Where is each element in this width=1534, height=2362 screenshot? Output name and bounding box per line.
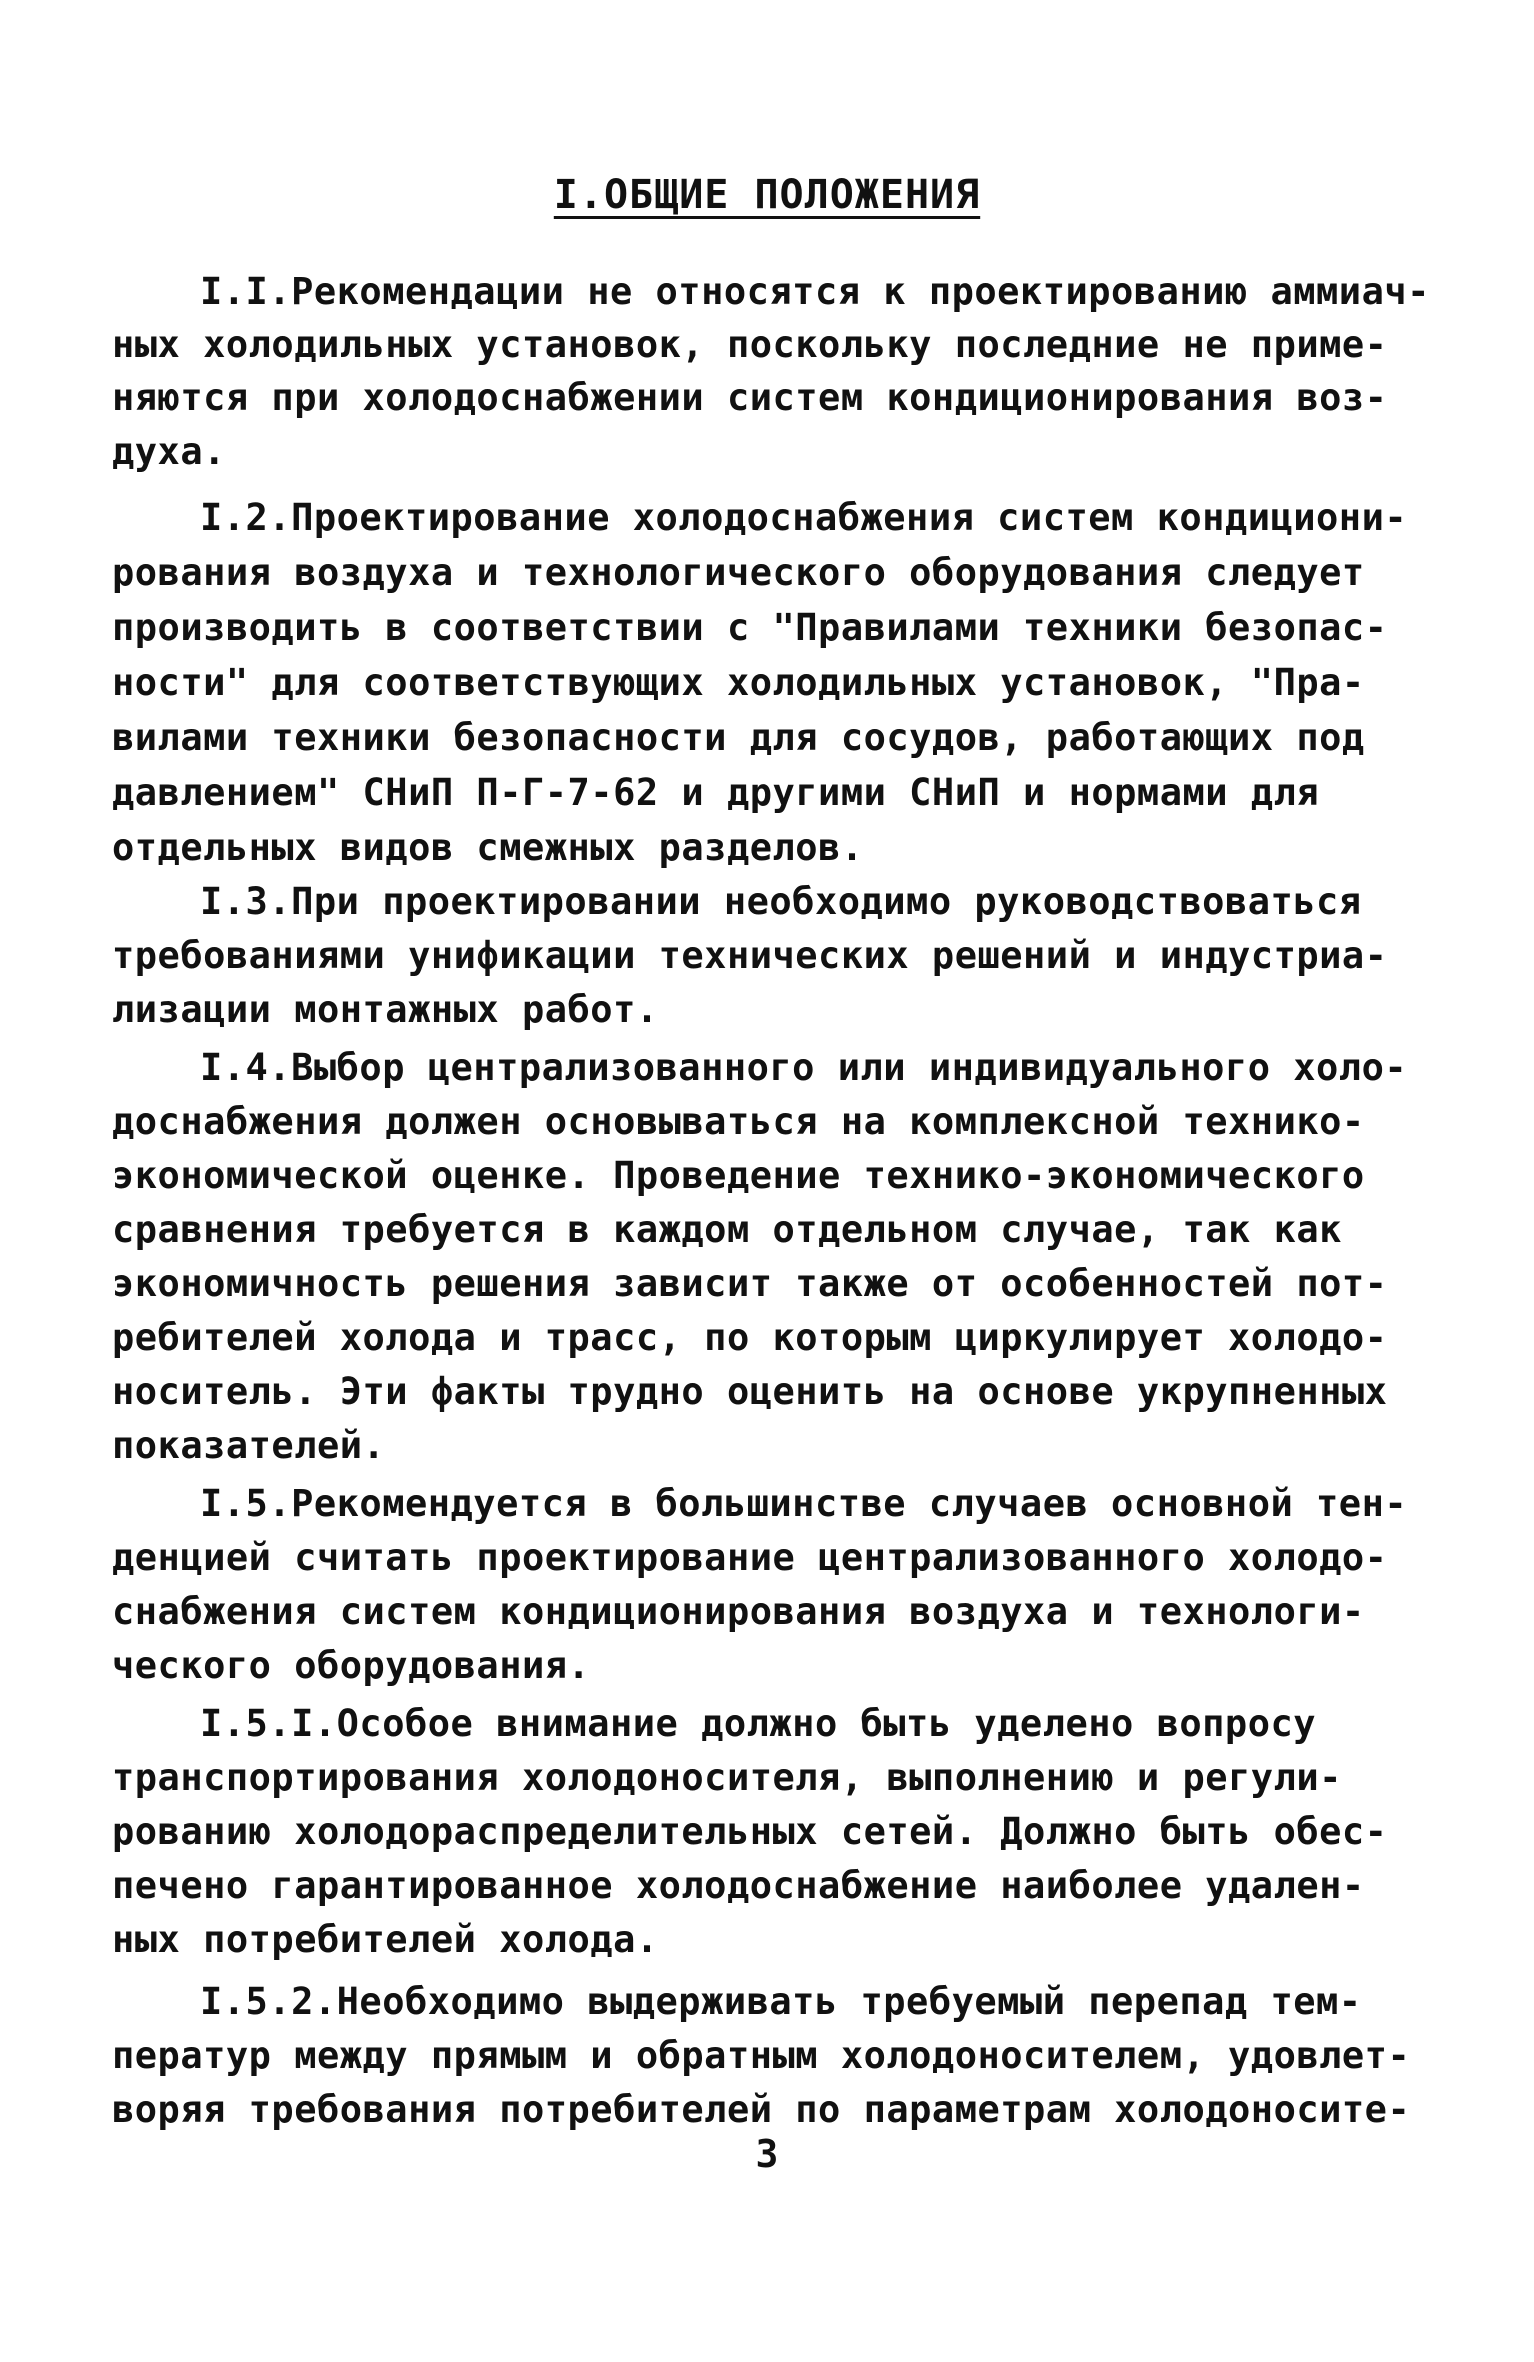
paragraph-1-2-line: ности" для соответствующих холодильных установок, "Пра- [112, 661, 1365, 704]
paragraph-1-4-line: доснабжения должен основываться на комплексной технико- [112, 1100, 1365, 1143]
paragraph-1-2-line: давлением" СНиП П-Г-7-62 и другими СНиП и нормами для [112, 771, 1320, 814]
paragraph-1-1-line: духа. [112, 430, 226, 473]
paragraph-1-5-1-line: I.5.I.Особое внимание должно быть уделено вопросу [200, 1702, 1317, 1745]
page-number: 3 [755, 2132, 779, 2176]
paragraph-1-2-line: производить в соответствии с "Правилами техники безопас- [112, 606, 1388, 649]
paragraph-1-1-line: ных холодильных установок, поскольку последние не приме- [112, 323, 1388, 366]
paragraph-1-5-line: денцией считать проектирование централизованного холодо- [112, 1536, 1388, 1579]
paragraph-1-4-line: носитель. Эти факты трудно оценить на основе укрупненных [112, 1370, 1388, 1413]
paragraph-1-3-line: лизации монтажных работ. [112, 988, 659, 1031]
paragraph-1-5-2-line: ператур между прямым и обратным холодоносителем, удовлет- [112, 2034, 1411, 2077]
paragraph-1-4-line: I.4.Выбор централизованного или индивидуального холо- [200, 1046, 1408, 1089]
paragraph-1-4-line: показателей. [112, 1424, 386, 1467]
paragraph-1-5-2-line: I.5.2.Необходимо выдерживать требуемый перепад тем- [200, 1980, 1362, 2023]
paragraph-1-4-line: сравнения требуется в каждом отдельном случае, так как [112, 1208, 1342, 1251]
paragraph-1-5-line: I.5.Рекомендуется в большинстве случаев основной тен- [200, 1482, 1408, 1525]
paragraph-1-4-line: ребителей холода и трасс, по которым циркулирует холодо- [112, 1316, 1388, 1359]
paragraph-1-2-line: I.2.Проектирование холодоснабжения систем кондициони- [200, 496, 1408, 539]
paragraph-1-5-1-line: печено гарантированное холодоснабжение наиболее удален- [112, 1864, 1365, 1907]
paragraph-1-5-line: снабжения систем кондиционирования воздуха и технологи- [112, 1590, 1365, 1633]
paragraph-1-5-1-line: ных потребителей холода. [112, 1918, 659, 1961]
paragraph-1-5-line: ческого оборудования. [112, 1644, 591, 1687]
paragraph-1-2-line: вилами техники безопасности для сосудов, работающих под [112, 716, 1365, 759]
paragraph-1-2-line: рования воздуха и технологического оборудования следует [112, 551, 1365, 594]
paragraph-1-2-line: отдельных видов смежных разделов. [112, 826, 864, 869]
paragraph-1-5-1-line: транспортирования холодоносителя, выполнению и регули- [112, 1756, 1342, 1799]
paragraph-1-4-line: экономичность решения зависит также от особенностей пот- [112, 1262, 1388, 1305]
paragraph-1-3-line: требованиями унификации технических решений и индустриа- [112, 934, 1388, 977]
paragraph-1-1-line: няются при холодоснабжении систем кондиционирования воз- [112, 376, 1388, 419]
section-title: I.ОБЩИЕ ПОЛОЖЕНИЯ [553, 172, 981, 218]
paragraph-1-3-line: I.3.При проектировании необходимо руководствоваться [200, 880, 1362, 923]
paragraph-1-1-line: I.I.Рекомендации не относятся к проектированию аммиач- [200, 270, 1430, 313]
paragraph-1-5-2-line: воряя требования потребителей по параметрам холодоносите- [112, 2088, 1411, 2131]
paragraph-1-4-line: экономической оценке. Проведение технико-экономического [112, 1154, 1365, 1197]
paragraph-1-5-1-line: рованию холодораспределительных сетей. Должно быть обес- [112, 1810, 1388, 1853]
